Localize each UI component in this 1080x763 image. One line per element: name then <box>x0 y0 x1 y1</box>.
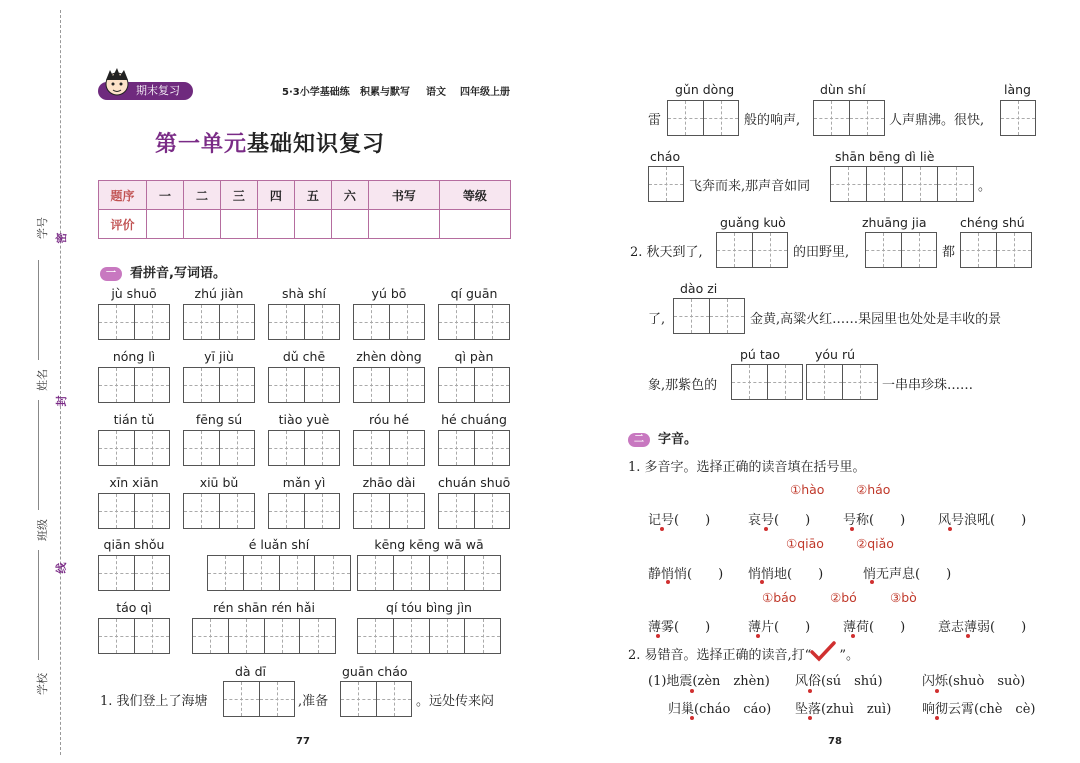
answer-box[interactable] <box>223 681 295 717</box>
checkmark-icon <box>810 640 836 662</box>
pinyin: yóu rú <box>815 347 856 362</box>
th-6: 六 <box>331 181 368 210</box>
pinyin-label: yú bō <box>371 286 407 301</box>
writing-box[interactable] <box>183 304 255 340</box>
passage-text: 金黄,高粱火红……果园里也处处是丰收的景 <box>750 312 1002 327</box>
answer-box[interactable] <box>673 298 745 334</box>
pinyin-label: róu hé <box>368 412 410 427</box>
passage-text: 飞奔而来,那声音如同 <box>689 179 811 194</box>
answer-box[interactable] <box>960 232 1032 268</box>
writing-box[interactable] <box>353 493 425 529</box>
pinyin: dào zi <box>680 281 718 296</box>
passage-text: 的田野里, <box>793 245 850 260</box>
th-writing: 书写 <box>368 181 439 210</box>
book-name: 积累与默写 <box>360 87 410 98</box>
page-number-right: 78 <box>828 736 842 747</box>
pinyin-label: kēng kēng wā wā <box>374 537 484 552</box>
writing-box[interactable] <box>353 367 425 403</box>
seal-mark-xian: 线 <box>55 562 68 574</box>
choice-item[interactable]: 坠落(zhuì zuì) <box>795 702 892 717</box>
th-order: 题序 <box>99 181 147 210</box>
fill-item[interactable]: 悄无声息( ) <box>863 567 952 582</box>
pinyin-label: yī jiù <box>204 349 234 364</box>
pinyin-label: táo qì <box>116 600 152 615</box>
passage-text: 1. 我们登上了海塘 <box>100 694 208 709</box>
seal-mark-mi: 密 <box>55 232 68 244</box>
passage-text: ,准备 <box>298 694 329 709</box>
passage-text: 。远处传来闷 <box>416 694 495 709</box>
writing-box[interactable] <box>268 430 340 466</box>
pronunciation-dot <box>808 689 812 693</box>
answer-box[interactable] <box>806 364 878 400</box>
writing-box[interactable] <box>268 493 340 529</box>
option-qiao-2: ②qiǎo <box>856 536 894 551</box>
question-2-end: ”。 <box>839 648 859 663</box>
pinyin: zhuāng jia <box>862 215 927 230</box>
th-4: 四 <box>257 181 294 210</box>
writing-box[interactable] <box>438 304 510 340</box>
seal-mark-feng: 封 <box>55 395 68 407</box>
section1-heading <box>100 262 226 281</box>
writing-box[interactable] <box>438 430 510 466</box>
passage-text: 一串串珍珠…… <box>882 378 974 393</box>
fill-item[interactable]: 记号( ) <box>648 513 711 528</box>
pinyin-label: qí tóu bìng jìn <box>386 600 472 615</box>
score-cell[interactable] <box>220 210 257 239</box>
grade-name: 四年级上册 <box>460 87 510 98</box>
pinyin-label: nóng lì <box>112 349 156 364</box>
writing-box[interactable] <box>98 367 170 403</box>
choice-item[interactable]: (1)地震(zèn zhèn) <box>648 674 770 689</box>
writing-box[interactable] <box>438 367 510 403</box>
answer-box[interactable] <box>1000 100 1036 136</box>
name-label: 姓名 <box>36 369 49 391</box>
pinyin-label: zhèn dòng <box>356 349 422 364</box>
passage-text: 象,那紫色的 <box>648 378 718 393</box>
choice-item[interactable]: 闪烁(shuò suò) <box>922 674 1026 689</box>
section2-title: 字音。 <box>658 432 698 447</box>
review-badge: 期末复习 <box>98 82 193 100</box>
pinyin-label: rén shān rén hǎi <box>213 600 315 615</box>
writing-box[interactable] <box>268 367 340 403</box>
score-cell[interactable] <box>183 210 220 239</box>
writing-box[interactable] <box>98 430 170 466</box>
pinyin-label: jù shuō <box>111 286 157 301</box>
cartoon-boy-icon <box>102 66 132 100</box>
title-rest: 基础知识复习 <box>247 132 386 157</box>
pinyin-label: zhāo dài <box>362 475 416 490</box>
option-bo-3: ③bò <box>890 590 917 605</box>
pinyin: shān bēng dì liè <box>835 149 935 164</box>
writing-box[interactable] <box>98 304 170 340</box>
answer-box[interactable] <box>813 100 885 136</box>
pinyin-label: qì pàn <box>454 349 494 364</box>
pinyin-label: tiào yuè <box>278 412 330 427</box>
page-number-left: 77 <box>296 736 310 747</box>
writing-box[interactable] <box>98 555 170 591</box>
fill-item[interactable]: 悄悄地( ) <box>748 567 824 582</box>
pinyin: dùn shí <box>820 82 866 97</box>
fill-item[interactable]: 静悄悄( ) <box>648 567 724 582</box>
pinyin: guǎng kuò <box>720 215 786 230</box>
fill-item[interactable]: 号称( ) <box>843 513 906 528</box>
passage-text: 人声鼎沸。很快, <box>889 113 985 128</box>
question-1: 1. 多音字。选择正确的读音填在括号里。 <box>628 460 866 475</box>
answer-box[interactable] <box>731 364 803 400</box>
th-5: 五 <box>294 181 331 210</box>
fill-item[interactable]: 哀号( ) <box>748 513 811 528</box>
option-hao-2: ②háo <box>856 482 891 497</box>
answer-box[interactable] <box>667 100 739 136</box>
th-1: 一 <box>147 181 184 210</box>
class-label: 班级 <box>36 519 49 541</box>
pinyin-label: hé chuáng <box>441 412 507 427</box>
option-hao-1: ①hào <box>790 482 825 497</box>
pinyin-guanchao: guān cháo <box>342 664 408 679</box>
pinyin-label: chuán shuō <box>438 475 511 490</box>
choice-item[interactable]: 风俗(sú shú) <box>795 674 883 689</box>
fill-item[interactable]: 薄荷( ) <box>843 620 906 635</box>
writing-box[interactable] <box>192 618 336 654</box>
score-table <box>98 180 511 239</box>
binding-dashed-line <box>60 10 61 755</box>
th-3: 三 <box>220 181 257 210</box>
pinyin: pú tao <box>740 347 781 362</box>
fill-item[interactable]: 薄片( ) <box>748 620 811 635</box>
passage-text: 。 <box>978 179 992 194</box>
passage-text: 了, <box>648 312 666 327</box>
answer-box[interactable] <box>865 232 937 268</box>
th-grade: 等级 <box>439 181 510 210</box>
question-2-text: 2. 易错音。选择正确的读音,打“ <box>628 648 812 663</box>
writing-box[interactable] <box>353 430 425 466</box>
pinyin: làng <box>1004 82 1031 97</box>
writing-box[interactable] <box>183 493 255 529</box>
fill-item[interactable]: 意志薄弱( ) <box>938 620 1027 635</box>
choice-item[interactable]: 响彻云霄(chè cè) <box>922 702 1036 717</box>
answer-box[interactable] <box>648 166 684 202</box>
section1-title: 看拼音,写词语。 <box>130 266 226 281</box>
writing-box[interactable] <box>357 618 501 654</box>
pinyin: cháo <box>650 149 681 164</box>
answer-box[interactable] <box>830 166 974 202</box>
pinyin: gǔn dòng <box>675 82 735 97</box>
class-line <box>38 550 39 660</box>
answer-box[interactable] <box>340 681 412 717</box>
pinyin-label: xiū bǔ <box>199 475 239 490</box>
row-evaluation-label: 评价 <box>99 210 147 239</box>
pronunciation-dot <box>935 689 939 693</box>
score-cell[interactable] <box>147 210 184 239</box>
pronunciation-dot <box>690 689 694 693</box>
score-cell[interactable] <box>294 210 331 239</box>
answer-box[interactable] <box>716 232 788 268</box>
subject-name: 语文 <box>426 87 446 98</box>
writing-box[interactable] <box>357 555 501 591</box>
passage-text: 雷 <box>648 113 662 128</box>
option-bo-1: ①báo <box>762 590 797 605</box>
score-cell[interactable] <box>439 210 510 239</box>
pinyin-label: qí guān <box>450 286 498 301</box>
score-cell[interactable] <box>257 210 294 239</box>
writing-box[interactable] <box>98 618 170 654</box>
section1-number: 一 <box>100 267 122 281</box>
pinyin-label: dǔ chē <box>282 349 326 364</box>
pinyin-dadi: dà dī <box>235 664 266 679</box>
pinyin-label: é luǎn shí <box>248 537 310 552</box>
score-cell[interactable] <box>368 210 439 239</box>
option-bo-2: ②bó <box>830 590 857 605</box>
passage-text: 都 <box>942 245 956 260</box>
pinyin-label: zhú jiàn <box>194 286 244 301</box>
page-title <box>0 127 540 158</box>
pinyin: chéng shú <box>960 215 1025 230</box>
writing-box[interactable] <box>98 493 170 529</box>
pinyin-label: tián tǔ <box>113 412 155 427</box>
passage-text: 2. 秋天到了, <box>630 245 703 260</box>
fill-item[interactable]: 风号浪吼( ) <box>938 513 1027 528</box>
pinyin-label: fēng sú <box>195 412 243 427</box>
writing-box[interactable] <box>353 304 425 340</box>
student-id-label: 学号 <box>36 217 49 239</box>
pinyin-label: shà shí <box>282 286 326 301</box>
writing-box[interactable] <box>183 430 255 466</box>
series-name: 5·3小学基础练 <box>282 87 350 98</box>
score-cell[interactable] <box>331 210 368 239</box>
section2-heading <box>628 428 697 447</box>
school-label: 学校 <box>36 673 49 695</box>
fill-item[interactable]: 薄雾( ) <box>648 620 711 635</box>
section2-number: 二 <box>628 433 650 447</box>
name-line <box>38 400 39 510</box>
writing-box[interactable] <box>207 555 351 591</box>
option-qiao-1: ①qiāo <box>786 536 824 551</box>
writing-box[interactable] <box>183 367 255 403</box>
pinyin-label: xīn xiān <box>109 475 159 490</box>
pinyin-label: mǎn yì <box>282 475 326 490</box>
student-id-line <box>38 260 39 360</box>
writing-box[interactable] <box>268 304 340 340</box>
writing-box[interactable] <box>438 493 510 529</box>
th-2: 二 <box>183 181 220 210</box>
title-highlight: 第一单元 <box>154 132 247 157</box>
choice-item[interactable]: 归巢(cháo cáo) <box>668 702 772 717</box>
pinyin-label: qiān shǒu <box>103 537 165 552</box>
passage-text: 般的响声, <box>744 113 801 128</box>
